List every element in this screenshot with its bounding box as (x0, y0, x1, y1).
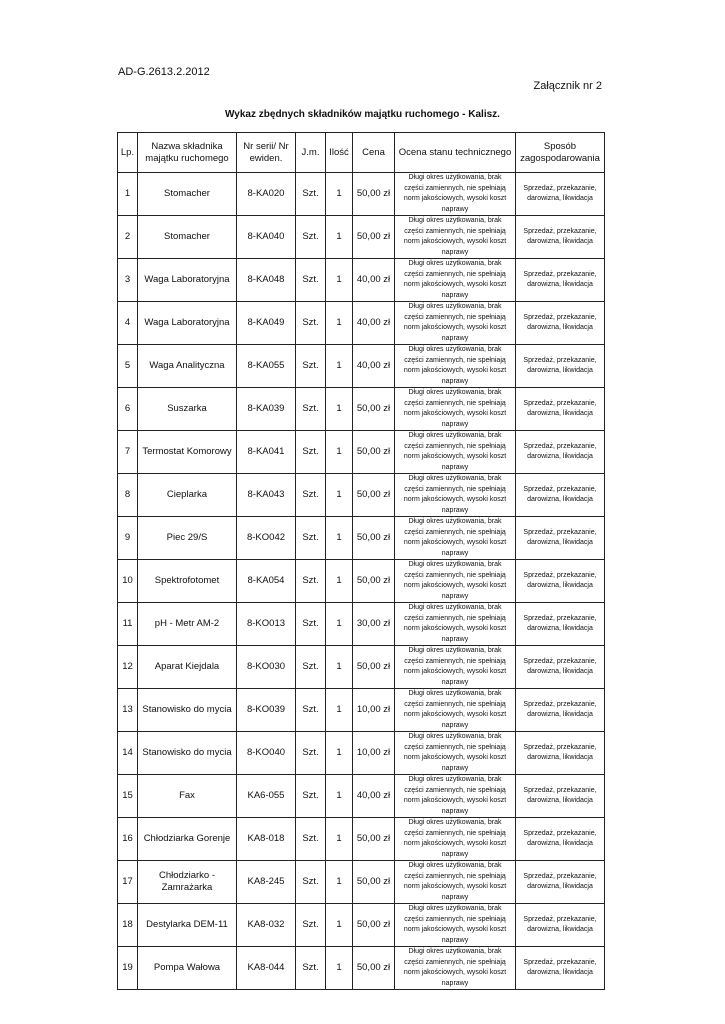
cell-disposal: Sprzedaż, przekazanie, darowizna, likwidacja (516, 216, 605, 259)
cell-condition: Długi okres użytkowania, brak części zamiennych, nie spełniają norm jakościowych, wysoki koszt naprawy (395, 517, 516, 560)
cell-price: 50,00 zł (353, 947, 395, 990)
cell-condition: Długi okres użytkowania, brak części zamiennych, nie spełniają norm jakościowych, wysoki koszt naprawy (395, 947, 516, 990)
cell-unit: Szt. (296, 947, 326, 990)
cell-price: 30,00 zł (353, 603, 395, 646)
cell-quantity: 1 (326, 345, 353, 388)
cell-serial: KA8-018 (237, 818, 296, 861)
cell-lp: 1 (118, 173, 138, 216)
cell-unit: Szt. (296, 302, 326, 345)
cell-name: Suszarka (138, 388, 237, 431)
cell-unit: Szt. (296, 904, 326, 947)
cell-serial: 8-KA049 (237, 302, 296, 345)
cell-disposal: Sprzedaż, przekazanie, darowizna, likwidacja (516, 173, 605, 216)
cell-serial: 8-KO013 (237, 603, 296, 646)
cell-serial: KA8-245 (237, 861, 296, 904)
cell-serial: KA8-044 (237, 947, 296, 990)
cell-serial: 8-KA054 (237, 560, 296, 603)
table-header-row (118, 133, 605, 173)
cell-unit: Szt. (296, 216, 326, 259)
cell-lp: 2 (118, 216, 138, 259)
cell-unit: Szt. (296, 345, 326, 388)
cell-price: 40,00 zł (353, 345, 395, 388)
table-row (118, 259, 605, 302)
table-row (118, 517, 605, 560)
cell-quantity: 1 (326, 216, 353, 259)
cell-name: Chłodziarka Gorenje (138, 818, 237, 861)
cell-name: Stomacher (138, 216, 237, 259)
cell-name: Spektrofotomet (138, 560, 237, 603)
cell-name: Termostat Komorowy (138, 431, 237, 474)
cell-quantity: 1 (326, 603, 353, 646)
cell-disposal: Sprzedaż, przekazanie, darowizna, likwidacja (516, 474, 605, 517)
cell-quantity: 1 (326, 775, 353, 818)
cell-serial: KA6-055 (237, 775, 296, 818)
table-row (118, 646, 605, 689)
cell-lp: 7 (118, 431, 138, 474)
cell-lp: 6 (118, 388, 138, 431)
cell-name: Destylarka DEM-11 (138, 904, 237, 947)
cell-quantity: 1 (326, 474, 353, 517)
cell-serial: 8-KA040 (237, 216, 296, 259)
table-row (118, 603, 605, 646)
cell-disposal: Sprzedaż, przekazanie, darowizna, likwidacja (516, 861, 605, 904)
table-body (118, 173, 605, 990)
cell-lp: 14 (118, 732, 138, 775)
cell-disposal: Sprzedaż, przekazanie, darowizna, likwidacja (516, 517, 605, 560)
cell-condition: Długi okres użytkowania, brak części zamiennych, nie spełniają norm jakościowych, wysoki koszt naprawy (395, 732, 516, 775)
cell-quantity: 1 (326, 302, 353, 345)
cell-disposal: Sprzedaż, przekazanie, darowizna, likwidacja (516, 302, 605, 345)
table-row (118, 216, 605, 259)
cell-name: Stanowisko do mycia (138, 689, 237, 732)
cell-unit: Szt. (296, 173, 326, 216)
document-reference: AD-G.2613.2.2012 (118, 66, 210, 78)
cell-price: 50,00 zł (353, 517, 395, 560)
cell-serial: 8-KO040 (237, 732, 296, 775)
cell-price: 50,00 zł (353, 646, 395, 689)
table-row (118, 775, 605, 818)
cell-unit: Szt. (296, 474, 326, 517)
cell-price: 50,00 zł (353, 560, 395, 603)
cell-lp: 16 (118, 818, 138, 861)
table-row (118, 302, 605, 345)
cell-name: pH - Metr AM-2 (138, 603, 237, 646)
cell-disposal: Sprzedaż, przekazanie, darowizna, likwidacja (516, 345, 605, 388)
cell-disposal: Sprzedaż, przekazanie, darowizna, likwidacja (516, 732, 605, 775)
cell-serial: KA8-032 (237, 904, 296, 947)
cell-price: 50,00 zł (353, 861, 395, 904)
cell-serial: 8-KA048 (237, 259, 296, 302)
column-header-price: Cena (353, 133, 395, 173)
cell-lp: 19 (118, 947, 138, 990)
cell-unit: Szt. (296, 775, 326, 818)
cell-quantity: 1 (326, 904, 353, 947)
table-row (118, 474, 605, 517)
cell-disposal: Sprzedaż, przekazanie, darowizna, likwidacja (516, 775, 605, 818)
cell-condition: Długi okres użytkowania, brak części zamiennych, nie spełniają norm jakościowych, wysoki koszt naprawy (395, 345, 516, 388)
cell-unit: Szt. (296, 259, 326, 302)
cell-unit: Szt. (296, 388, 326, 431)
cell-lp: 3 (118, 259, 138, 302)
cell-unit: Szt. (296, 603, 326, 646)
cell-quantity: 1 (326, 517, 353, 560)
table-row (118, 689, 605, 732)
cell-condition: Długi okres użytkowania, brak części zamiennych, nie spełniają norm jakościowych, wysoki koszt naprawy (395, 173, 516, 216)
cell-lp: 8 (118, 474, 138, 517)
table-row (118, 818, 605, 861)
cell-lp: 10 (118, 560, 138, 603)
cell-serial: 8-KA039 (237, 388, 296, 431)
cell-serial: 8-KA043 (237, 474, 296, 517)
cell-condition: Długi okres użytkowania, brak części zamiennych, nie spełniają norm jakościowych, wysoki koszt naprawy (395, 818, 516, 861)
cell-price: 40,00 zł (353, 302, 395, 345)
cell-lp: 13 (118, 689, 138, 732)
cell-condition: Długi okres użytkowania, brak części zamiennych, nie spełniają norm jakościowych, wysoki koszt naprawy (395, 216, 516, 259)
cell-price: 40,00 zł (353, 259, 395, 302)
cell-price: 50,00 zł (353, 431, 395, 474)
cell-disposal: Sprzedaż, przekazanie, darowizna, likwidacja (516, 818, 605, 861)
cell-name: Stomacher (138, 173, 237, 216)
cell-condition: Długi okres użytkowania, brak części zamiennych, nie spełniają norm jakościowych, wysoki koszt naprawy (395, 388, 516, 431)
cell-name: Stanowisko do mycia (138, 732, 237, 775)
cell-condition: Długi okres użytkowania, brak części zamiennych, nie spełniają norm jakościowych, wysoki koszt naprawy (395, 474, 516, 517)
cell-disposal: Sprzedaż, przekazanie, darowizna, likwidacja (516, 259, 605, 302)
cell-unit: Szt. (296, 517, 326, 560)
cell-serial: 8-KO042 (237, 517, 296, 560)
cell-lp: 17 (118, 861, 138, 904)
cell-condition: Długi okres użytkowania, brak części zamiennych, nie spełniają norm jakościowych, wysoki koszt naprawy (395, 646, 516, 689)
cell-disposal: Sprzedaż, przekazanie, darowizna, likwidacja (516, 904, 605, 947)
cell-price: 50,00 zł (353, 216, 395, 259)
cell-unit: Szt. (296, 646, 326, 689)
table-row (118, 732, 605, 775)
cell-quantity: 1 (326, 259, 353, 302)
cell-price: 40,00 zł (353, 775, 395, 818)
cell-name: Pompa Wałowa (138, 947, 237, 990)
cell-name: Chłodziarko - Zamrażarka (138, 861, 237, 904)
cell-disposal: Sprzedaż, przekazanie, darowizna, likwidacja (516, 431, 605, 474)
cell-name: Waga Laboratoryjna (138, 302, 237, 345)
cell-condition: Długi okres użytkowania, brak części zamiennych, nie spełniają norm jakościowych, wysoki koszt naprawy (395, 861, 516, 904)
cell-unit: Szt. (296, 732, 326, 775)
cell-disposal: Sprzedaż, przekazanie, darowizna, likwidacja (516, 947, 605, 990)
cell-name: Aparat Kiejdala (138, 646, 237, 689)
column-header-disposal: Sposób zagospodarowania (516, 133, 605, 173)
cell-name: Cieplarka (138, 474, 237, 517)
column-header-name: Nazwa składnika majątku ruchomego (138, 133, 237, 173)
column-header-serial: Nr serii/ Nr ewiden. (237, 133, 296, 173)
table-row (118, 345, 605, 388)
assets-table (117, 132, 605, 990)
table-row (118, 431, 605, 474)
cell-price: 50,00 zł (353, 818, 395, 861)
cell-quantity: 1 (326, 818, 353, 861)
column-header-quantity: Ilość (326, 133, 353, 173)
cell-condition: Długi okres użytkowania, brak części zamiennych, nie spełniają norm jakościowych, wysoki koszt naprawy (395, 904, 516, 947)
cell-disposal: Sprzedaż, przekazanie, darowizna, likwidacja (516, 560, 605, 603)
cell-name: Piec 29/S (138, 517, 237, 560)
document-title: Wykaz zbędnych składników majątku ruchomego - Kalisz. (225, 109, 500, 120)
cell-price: 50,00 zł (353, 904, 395, 947)
cell-condition: Długi okres użytkowania, brak części zamiennych, nie spełniają norm jakościowych, wysoki koszt naprawy (395, 560, 516, 603)
table-row (118, 388, 605, 431)
cell-lp: 11 (118, 603, 138, 646)
cell-quantity: 1 (326, 861, 353, 904)
cell-serial: 8-KA020 (237, 173, 296, 216)
table-row (118, 560, 605, 603)
cell-price: 10,00 zł (353, 689, 395, 732)
cell-disposal: Sprzedaż, przekazanie, darowizna, likwidacja (516, 388, 605, 431)
cell-name: Waga Analityczna (138, 345, 237, 388)
cell-unit: Szt. (296, 818, 326, 861)
cell-condition: Długi okres użytkowania, brak części zamiennych, nie spełniają norm jakościowych, wysoki koszt naprawy (395, 603, 516, 646)
cell-lp: 4 (118, 302, 138, 345)
table-row (118, 173, 605, 216)
cell-lp: 12 (118, 646, 138, 689)
cell-disposal: Sprzedaż, przekazanie, darowizna, likwidacja (516, 646, 605, 689)
cell-condition: Długi okres użytkowania, brak części zamiennych, nie spełniają norm jakościowych, wysoki koszt naprawy (395, 775, 516, 818)
cell-condition: Długi okres użytkowania, brak części zamiennych, nie spełniają norm jakościowych, wysoki koszt naprawy (395, 689, 516, 732)
cell-quantity: 1 (326, 947, 353, 990)
cell-lp: 18 (118, 904, 138, 947)
cell-quantity: 1 (326, 431, 353, 474)
column-header-unit: J.m. (296, 133, 326, 173)
cell-serial: 8-KO039 (237, 689, 296, 732)
cell-quantity: 1 (326, 388, 353, 431)
cell-price: 50,00 zł (353, 474, 395, 517)
cell-price: 50,00 zł (353, 388, 395, 431)
cell-lp: 15 (118, 775, 138, 818)
cell-quantity: 1 (326, 173, 353, 216)
annex-label: Załącznik nr 2 (533, 80, 602, 92)
cell-price: 10,00 zł (353, 732, 395, 775)
cell-condition: Długi okres użytkowania, brak części zamiennych, nie spełniają norm jakościowych, wysoki koszt naprawy (395, 259, 516, 302)
cell-quantity: 1 (326, 689, 353, 732)
cell-quantity: 1 (326, 560, 353, 603)
cell-unit: Szt. (296, 431, 326, 474)
column-header-condition: Ocena stanu technicznego (395, 133, 516, 173)
cell-unit: Szt. (296, 560, 326, 603)
cell-serial: 8-KA055 (237, 345, 296, 388)
cell-serial: 8-KO030 (237, 646, 296, 689)
cell-price: 50,00 zł (353, 173, 395, 216)
cell-lp: 9 (118, 517, 138, 560)
cell-lp: 5 (118, 345, 138, 388)
cell-condition: Długi okres użytkowania, brak części zamiennych, nie spełniają norm jakościowych, wysoki koszt naprawy (395, 302, 516, 345)
cell-name: Waga Laboratoryjna (138, 259, 237, 302)
table-row (118, 904, 605, 947)
cell-serial: 8-KA041 (237, 431, 296, 474)
table-row (118, 947, 605, 990)
cell-quantity: 1 (326, 732, 353, 775)
cell-disposal: Sprzedaż, przekazanie, darowizna, likwidacja (516, 689, 605, 732)
table-row (118, 861, 605, 904)
cell-quantity: 1 (326, 646, 353, 689)
cell-condition: Długi okres użytkowania, brak części zamiennych, nie spełniają norm jakościowych, wysoki koszt naprawy (395, 431, 516, 474)
cell-name: Fax (138, 775, 237, 818)
cell-disposal: Sprzedaż, przekazanie, darowizna, likwidacja (516, 603, 605, 646)
cell-unit: Szt. (296, 861, 326, 904)
cell-unit: Szt. (296, 689, 326, 732)
column-header-lp: Lp. (118, 133, 138, 173)
